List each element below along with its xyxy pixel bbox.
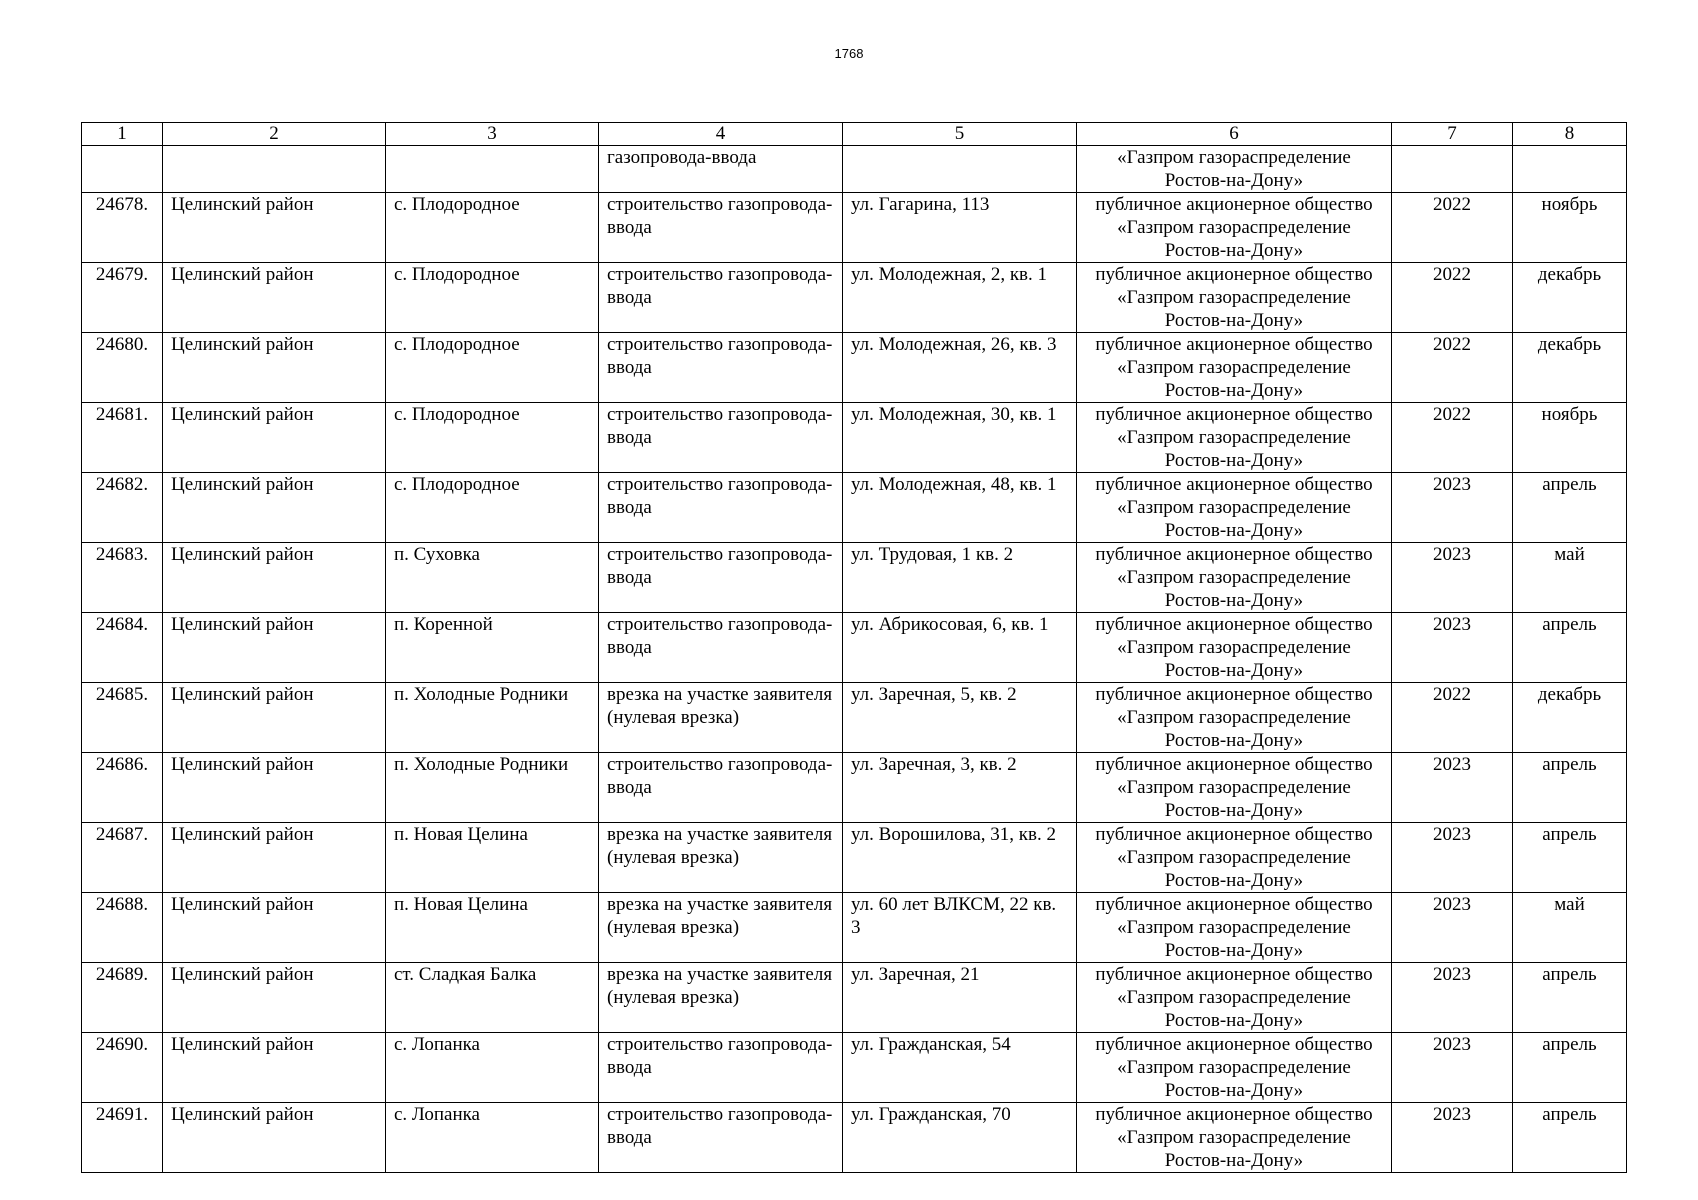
cell-settlement: с. Лопанка <box>386 1033 599 1103</box>
table-row <box>82 683 1627 753</box>
cell-year: 2023 <box>1392 1033 1513 1103</box>
cell-address: ул. Трудовая, 1 кв. 2 <box>843 543 1077 613</box>
owner-line: Ростов-на-Дону» <box>1164 1010 1304 1031</box>
register-table <box>81 122 1627 1173</box>
cell-number: 24683. <box>82 543 163 613</box>
cell-number: 24684. <box>82 613 163 683</box>
column-header: 1 <box>82 123 163 146</box>
table-row <box>82 473 1627 543</box>
cell-work: врезка на участке заявителя (нулевая врезка) <box>599 893 843 963</box>
owner-line: публичное акционерное общество <box>1095 614 1373 635</box>
cell-number: 24678. <box>82 193 163 263</box>
owner-line: «Газпром газораспределение <box>1117 707 1351 728</box>
cell-work: строительство газопровода-ввода <box>599 543 843 613</box>
column-header: 2 <box>163 123 386 146</box>
cell-settlement: п. Холодные Родники <box>386 753 599 823</box>
table-row <box>82 543 1627 613</box>
cell-work: врезка на участке заявителя (нулевая врезка) <box>599 683 843 753</box>
cell-district: Целинский район <box>163 193 386 263</box>
cell-district: Целинский район <box>163 473 386 543</box>
cell-month: май <box>1513 893 1627 963</box>
cell-year: 2023 <box>1392 613 1513 683</box>
cell-settlement: с. Плодородное <box>386 473 599 543</box>
table-row-continued <box>82 146 1627 193</box>
cell-year: 2022 <box>1392 403 1513 473</box>
cell-owner <box>1077 1103 1392 1173</box>
owner-line: публичное акционерное общество <box>1095 754 1373 775</box>
cell-district: Целинский район <box>163 1033 386 1103</box>
owner-line: Ростов-на-Дону» <box>1164 310 1304 331</box>
cell-owner <box>1077 146 1392 193</box>
owner-line: «Газпром газораспределение <box>1117 357 1351 378</box>
cell-address: ул. Молодежная, 30, кв. 1 <box>843 403 1077 473</box>
owner-line: Ростов-на-Дону» <box>1164 800 1304 821</box>
cell-owner <box>1077 543 1392 613</box>
cell-district: Целинский район <box>163 263 386 333</box>
table-row <box>82 1033 1627 1103</box>
column-header: 5 <box>843 123 1077 146</box>
cell-number: 24689. <box>82 963 163 1033</box>
cell-month: декабрь <box>1513 333 1627 403</box>
cell-district: Целинский район <box>163 543 386 613</box>
cell-address <box>843 146 1077 193</box>
table-row <box>82 1103 1627 1173</box>
owner-line: Ростов-на-Дону» <box>1164 520 1304 541</box>
cell-address: ул. Заречная, 21 <box>843 963 1077 1033</box>
cell-work: врезка на участке заявителя (нулевая врезка) <box>599 963 843 1033</box>
cell-district: Целинский район <box>163 963 386 1033</box>
cell-address: ул. Заречная, 3, кв. 2 <box>843 753 1077 823</box>
cell-number: 24685. <box>82 683 163 753</box>
owner-line: «Газпром газораспределение <box>1117 497 1351 518</box>
cell-district: Целинский район <box>163 893 386 963</box>
cell-work: строительство газопровода-ввода <box>599 403 843 473</box>
cell-year <box>1392 146 1513 193</box>
cell-owner <box>1077 683 1392 753</box>
cell-settlement: ст. Сладкая Балка <box>386 963 599 1033</box>
cell-month <box>1513 146 1627 193</box>
cell-settlement: с. Плодородное <box>386 333 599 403</box>
cell-year: 2023 <box>1392 1103 1513 1173</box>
cell-year: 2022 <box>1392 683 1513 753</box>
table-row <box>82 403 1627 473</box>
cell-owner <box>1077 1033 1392 1103</box>
column-header: 7 <box>1392 123 1513 146</box>
owner-line: публичное акционерное общество <box>1095 474 1373 495</box>
cell-work: врезка на участке заявителя (нулевая врезка) <box>599 823 843 893</box>
owner-line: «Газпром газораспределение <box>1117 217 1351 238</box>
cell-month: апрель <box>1513 613 1627 683</box>
owner-line: «Газпром газораспределение <box>1117 1127 1351 1148</box>
cell-district: Целинский район <box>163 613 386 683</box>
cell-settlement: с. Лопанка <box>386 1103 599 1173</box>
cell-year: 2022 <box>1392 263 1513 333</box>
cell-number: 24688. <box>82 893 163 963</box>
cell-work: строительство газопровода-ввода <box>599 1033 843 1103</box>
owner-line: публичное акционерное общество <box>1095 404 1373 425</box>
cell-month: апрель <box>1513 1033 1627 1103</box>
cell-month: апрель <box>1513 473 1627 543</box>
cell-work: газопровода-ввода <box>599 146 843 193</box>
owner-line: Ростов-на-Дону» <box>1164 240 1304 261</box>
owner-line: публичное акционерное общество <box>1095 894 1373 915</box>
owner-line: публичное акционерное общество <box>1095 824 1373 845</box>
cell-settlement: п. Коренной <box>386 613 599 683</box>
cell-district: Целинский район <box>163 403 386 473</box>
column-header: 3 <box>386 123 599 146</box>
cell-work: строительство газопровода-ввода <box>599 263 843 333</box>
owner-line: Ростов-на-Дону» <box>1164 1150 1304 1171</box>
owner-line: «Газпром газораспределение <box>1117 847 1351 868</box>
cell-address: ул. Гражданская, 70 <box>843 1103 1077 1173</box>
cell-owner <box>1077 333 1392 403</box>
cell-owner <box>1077 193 1392 263</box>
cell-year: 2023 <box>1392 473 1513 543</box>
owner-line: «Газпром газораспределение <box>1117 917 1351 938</box>
table-row <box>82 263 1627 333</box>
cell-year: 2022 <box>1392 333 1513 403</box>
column-header: 6 <box>1077 123 1392 146</box>
owner-line: «Газпром газораспределение <box>1117 1057 1351 1078</box>
cell-district: Целинский район <box>163 1103 386 1173</box>
cell-settlement: п. Холодные Родники <box>386 683 599 753</box>
cell-owner <box>1077 613 1392 683</box>
cell-address: ул. Гагарина, 113 <box>843 193 1077 263</box>
cell-settlement: с. Плодородное <box>386 263 599 333</box>
cell-month: апрель <box>1513 1103 1627 1173</box>
owner-line: публичное акционерное общество <box>1095 194 1373 215</box>
owner-line: публичное акционерное общество <box>1095 964 1373 985</box>
table-row <box>82 753 1627 823</box>
table-row <box>82 193 1627 263</box>
cell-number: 24686. <box>82 753 163 823</box>
owner-line: Ростов-на-Дону» <box>1164 660 1304 681</box>
cell-work: строительство газопровода-ввода <box>599 753 843 823</box>
column-header: 8 <box>1513 123 1627 146</box>
owner-line: Ростов-на-Дону» <box>1164 870 1304 891</box>
cell-number: 24680. <box>82 333 163 403</box>
cell-month: декабрь <box>1513 263 1627 333</box>
cell-district: Целинский район <box>163 683 386 753</box>
page-number: 1768 <box>834 46 864 61</box>
cell-owner <box>1077 403 1392 473</box>
owner-line: Ростов-на-Дону» <box>1164 170 1304 191</box>
cell-owner <box>1077 263 1392 333</box>
cell-settlement: п. Суховка <box>386 543 599 613</box>
cell-work: строительство газопровода-ввода <box>599 1103 843 1173</box>
owner-line: публичное акционерное общество <box>1095 1104 1373 1125</box>
owner-line: «Газпром газораспределение <box>1117 567 1351 588</box>
cell-month: апрель <box>1513 963 1627 1033</box>
table-row <box>82 333 1627 403</box>
table-row <box>82 963 1627 1033</box>
cell-month: апрель <box>1513 753 1627 823</box>
cell-month: апрель <box>1513 823 1627 893</box>
cell-address: ул. Ворошилова, 31, кв. 2 <box>843 823 1077 893</box>
owner-line: публичное акционерное общество <box>1095 544 1373 565</box>
cell-year: 2023 <box>1392 543 1513 613</box>
cell-address: ул. Заречная, 5, кв. 2 <box>843 683 1077 753</box>
cell-number: 24690. <box>82 1033 163 1103</box>
owner-line: «Газпром газораспределение <box>1117 287 1351 308</box>
cell-settlement: с. Плодородное <box>386 403 599 473</box>
cell-work: строительство газопровода-ввода <box>599 333 843 403</box>
table-row <box>82 613 1627 683</box>
owner-line: Ростов-на-Дону» <box>1164 1080 1304 1101</box>
cell-address: ул. Молодежная, 26, кв. 3 <box>843 333 1077 403</box>
owner-line: публичное акционерное общество <box>1095 684 1373 705</box>
cell-address: ул. Молодежная, 48, кв. 1 <box>843 473 1077 543</box>
cell-owner <box>1077 753 1392 823</box>
owner-line: Ростов-на-Дону» <box>1164 380 1304 401</box>
owner-line: «Газпром газораспределение <box>1117 427 1351 448</box>
cell-number: 24679. <box>82 263 163 333</box>
table-row <box>82 823 1627 893</box>
owner-line: «Газпром газораспределение <box>1117 147 1351 168</box>
owner-line: «Газпром газораспределение <box>1117 987 1351 1008</box>
owner-line: Ростов-на-Дону» <box>1164 940 1304 961</box>
owner-line: Ростов-на-Дону» <box>1164 590 1304 611</box>
column-header: 4 <box>599 123 843 146</box>
cell-year: 2023 <box>1392 963 1513 1033</box>
cell-month: ноябрь <box>1513 193 1627 263</box>
cell-year: 2023 <box>1392 893 1513 963</box>
cell-number <box>82 146 163 193</box>
cell-address: ул. Молодежная, 2, кв. 1 <box>843 263 1077 333</box>
cell-number: 24682. <box>82 473 163 543</box>
cell-year: 2023 <box>1392 753 1513 823</box>
cell-address: ул. Абрикосовая, 6, кв. 1 <box>843 613 1077 683</box>
cell-year: 2023 <box>1392 823 1513 893</box>
cell-settlement: п. Новая Целина <box>386 823 599 893</box>
owner-line: Ростов-на-Дону» <box>1164 730 1304 751</box>
cell-address: ул. 60 лет ВЛКСМ, 22 кв. 3 <box>843 893 1077 963</box>
cell-number: 24687. <box>82 823 163 893</box>
cell-owner <box>1077 473 1392 543</box>
cell-settlement: с. Плодородное <box>386 193 599 263</box>
cell-number: 24681. <box>82 403 163 473</box>
owner-line: «Газпром газораспределение <box>1117 637 1351 658</box>
owner-line: публичное акционерное общество <box>1095 264 1373 285</box>
cell-owner <box>1077 823 1392 893</box>
cell-district: Целинский район <box>163 333 386 403</box>
cell-district <box>163 146 386 193</box>
owner-line: «Газпром газораспределение <box>1117 777 1351 798</box>
header-row <box>82 123 1627 146</box>
owner-line: публичное акционерное общество <box>1095 334 1373 355</box>
cell-month: декабрь <box>1513 683 1627 753</box>
cell-district: Целинский район <box>163 823 386 893</box>
cell-owner <box>1077 963 1392 1033</box>
cell-month: май <box>1513 543 1627 613</box>
cell-work: строительство газопровода-ввода <box>599 193 843 263</box>
cell-address: ул. Гражданская, 54 <box>843 1033 1077 1103</box>
table-row <box>82 893 1627 963</box>
cell-settlement: п. Новая Целина <box>386 893 599 963</box>
cell-settlement <box>386 146 599 193</box>
owner-line: Ростов-на-Дону» <box>1164 450 1304 471</box>
cell-district: Целинский район <box>163 753 386 823</box>
cell-number: 24691. <box>82 1103 163 1173</box>
owner-line: публичное акционерное общество <box>1095 1034 1373 1055</box>
cell-owner <box>1077 893 1392 963</box>
cell-work: строительство газопровода-ввода <box>599 613 843 683</box>
cell-month: ноябрь <box>1513 403 1627 473</box>
cell-work: строительство газопровода-ввода <box>599 473 843 543</box>
cell-year: 2022 <box>1392 193 1513 263</box>
